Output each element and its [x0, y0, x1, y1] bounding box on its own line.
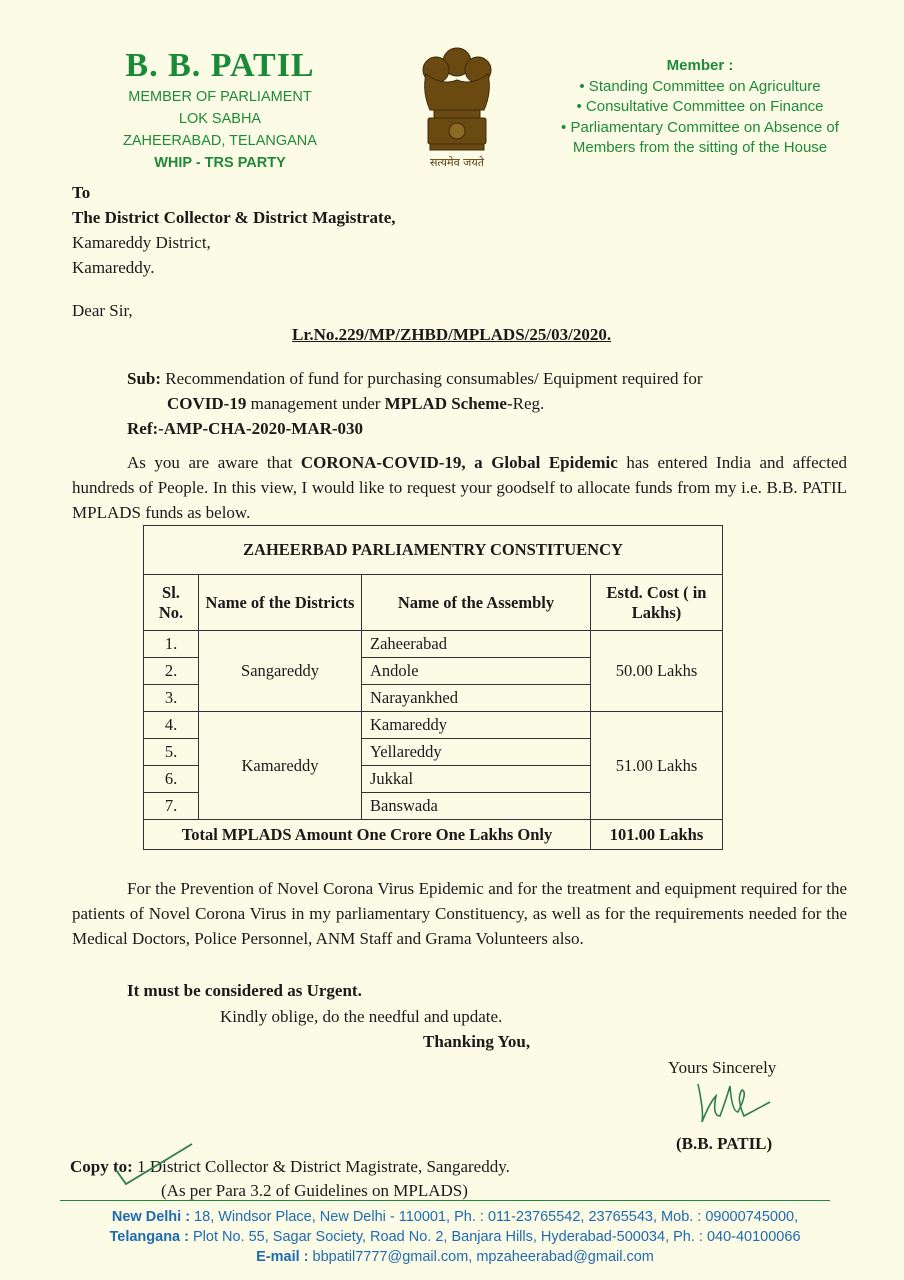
subject-text-3: -Reg.: [506, 394, 545, 413]
header-district: Name of the Districts: [199, 575, 362, 631]
assembly-cell: Narayankhed: [362, 685, 591, 712]
emblem-motto: सत्यमेव जयते: [429, 156, 485, 169]
to-label: To: [72, 183, 91, 202]
subject-label: Sub:: [127, 369, 162, 388]
assembly-cell: Yellareddy: [362, 739, 591, 766]
mp-name: B. B. PATIL: [125, 47, 315, 84]
letterhead-line-1: MEMBER OF PARLIAMENT: [128, 89, 312, 105]
telangana-address: Plot No. 55, Sagar Society, Road No. 2, Banjara Hills, Hyderabad-500034, Ph. : 040-40100066: [188, 1229, 801, 1245]
subject-text-2: management under: [246, 394, 385, 413]
subject-bold-mplad: MPLAD Scheme: [384, 394, 507, 413]
sl-cell: 7.: [144, 793, 199, 820]
assembly-cell: Andole: [362, 658, 591, 685]
member-heading: Member :: [666, 57, 734, 74]
footer-delhi: [40, 1207, 870, 1227]
assembly-cell: Kamareddy: [362, 712, 591, 739]
district-cell: Kamareddy: [199, 712, 362, 820]
oblige-line: Kindly oblige, do the needful and update.: [220, 1007, 503, 1026]
sl-cell: 6.: [144, 766, 199, 793]
recipient-line-2: Kamareddy District,: [72, 233, 211, 252]
letterhead-line-3: ZAHEERABAD, TELANGANA: [123, 133, 317, 149]
cost-cell: 50.00 Lakhs: [591, 631, 723, 712]
header-cost: Estd. Cost ( in Lakhs): [591, 575, 723, 631]
cost-cell: 51.00 Lakhs: [591, 712, 723, 820]
party-whip: WHIP - TRS PARTY: [154, 155, 286, 171]
delhi-address: 18, Windsor Place, New Delhi - 110001, Ph. : 011-23765542, 23765543, Mob. : 09000745000,: [190, 1209, 799, 1225]
table-title: ZAHEERBAD PARLIAMENTRY CONSTITUENCY: [144, 526, 723, 575]
committee-membership: [540, 56, 860, 159]
delhi-label: New Delhi :: [111, 1209, 191, 1225]
sl-cell: 1.: [144, 631, 199, 658]
total-row: [144, 820, 723, 850]
sl-cell: 5.: [144, 739, 199, 766]
table-row: [144, 631, 723, 658]
constituency-fund-table: [143, 525, 723, 850]
subject-bold-covid: COVID-19: [167, 394, 247, 413]
urgent-note: It must be considered as Urgent.: [127, 981, 362, 1000]
para1-text-c: has entered India and affected hundreds of People. In this view, I would like to request your goodself to allocate funds from my i.e. B.B. PATIL MPLADS funds as below.: [72, 453, 847, 522]
recipient-line-3: Kamareddy.: [72, 258, 155, 277]
member-item: • Consultative Committee on Finance: [576, 98, 824, 115]
reference: Ref:-AMP-CHA-2020-MAR-030: [127, 419, 364, 438]
footer-telangana: [40, 1227, 870, 1247]
assembly-cell: Zaheerabad: [362, 631, 591, 658]
paragraph-2: For the Prevention of Novel Corona Virus Epidemic and for the treatment and equipment required for the patients of Novel Corona Virus in my parliamentary Constituency, as well as for the requirements needed for the Medical Doctors, Police Personnel, ANM Staff and Grama Volunteers also.: [72, 879, 847, 948]
table-row: [144, 712, 723, 739]
district-cell: Sangareddy: [199, 631, 362, 712]
email-addresses: bbpatil7777@gmail.com, mpzaheerabad@gmail.com: [308, 1249, 654, 1265]
subject-text: Recommendation of fund for purchasing consumables/ Equipment required for: [161, 369, 703, 388]
assembly-cell: Banswada: [362, 793, 591, 820]
thanks-line: Thanking You,: [423, 1032, 531, 1051]
salutation: Dear Sir,: [72, 301, 133, 320]
total-label: Total MPLADS Amount One Crore One Lakhs Only: [144, 820, 591, 850]
letter-number: Lr.No.229/MP/ZHBD/MPLADS/25/03/2020.: [292, 325, 612, 344]
telangana-label: Telangana :: [109, 1229, 189, 1245]
letterhead-line-2: LOK SABHA: [178, 111, 262, 127]
letterhead-left: [100, 46, 340, 174]
sl-cell: 3.: [144, 685, 199, 712]
footer-contacts: [40, 1207, 870, 1267]
sl-cell: 4.: [144, 712, 199, 739]
handwritten-signature: [690, 1072, 780, 1134]
copy-text: 1.District Collector & District Magistrate, Sangareddy.: [132, 1157, 510, 1176]
member-item: • Standing Committee on Agriculture: [579, 77, 821, 95]
para1-bold: CORONA-COVID-19, a Global Epidemic: [300, 453, 618, 472]
header-assembly: Name of the Assembly: [362, 575, 591, 631]
closing: Yours Sincerely: [668, 1058, 777, 1077]
member-item: • Parliamentary Committee on Absence of: [561, 118, 839, 136]
copy-label: Copy to:: [70, 1157, 133, 1176]
assembly-cell: Jukkal: [362, 766, 591, 793]
footer-divider: [60, 1200, 830, 1201]
recipient-address: [72, 180, 396, 280]
header-sl: Sl. No.: [144, 575, 199, 631]
signatory-name: (B.B. PATIL): [676, 1134, 773, 1153]
copy-note: (As per Para 3.2 of Guidelines on MPLADS): [161, 1181, 468, 1200]
paragraph-1: [72, 450, 847, 525]
footer-email: [40, 1247, 870, 1267]
national-emblem-icon: [412, 40, 502, 172]
sl-cell: 2.: [144, 658, 199, 685]
total-value: 101.00 Lakhs: [591, 820, 723, 850]
recipient-title: The District Collector & District Magistrate,: [72, 208, 396, 227]
para1-text-a: As you are aware that: [127, 453, 301, 472]
subject: [127, 366, 827, 416]
email-label: E-mail :: [256, 1249, 309, 1265]
member-item: Members from the sitting of the House: [572, 139, 828, 156]
